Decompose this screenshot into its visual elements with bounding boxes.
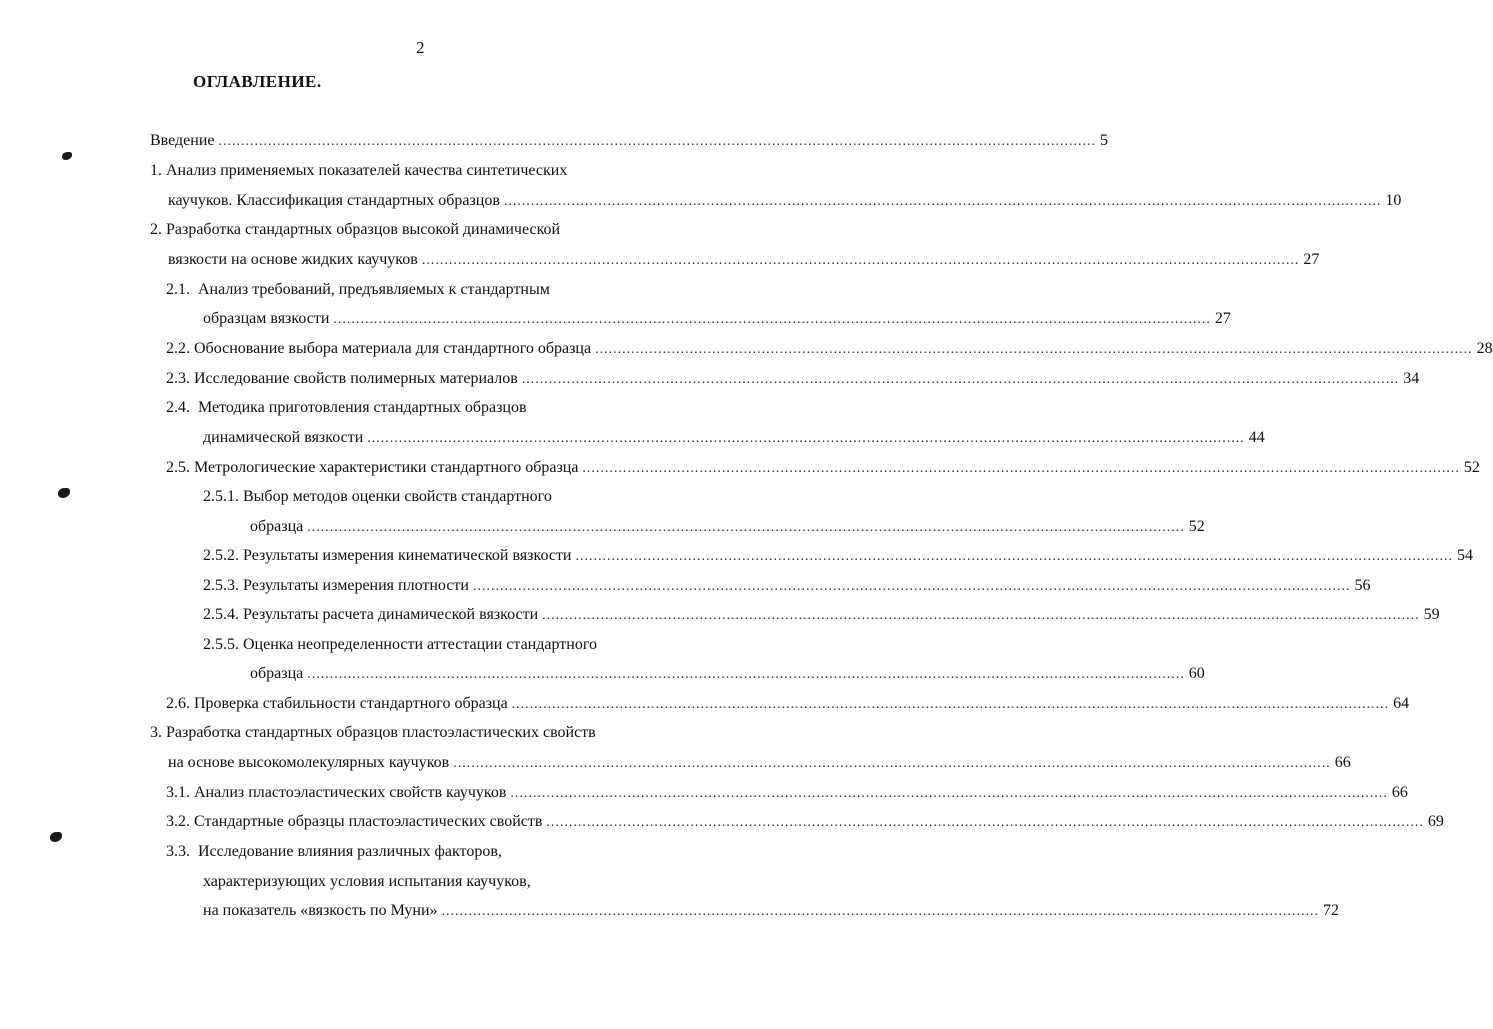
toc-entry-text: Исследование свойств полимерных материалов <box>194 370 518 387</box>
toc-entry <box>166 458 1480 478</box>
toc-entry-text: Результаты расчета динамической вязкости <box>243 606 539 623</box>
toc-entry <box>166 842 502 862</box>
toc-entry-text: Анализ требований, предъявляемых к стандартным <box>198 281 550 298</box>
toc-number: 2.5.4. <box>203 606 239 623</box>
toc-number: 2.2. <box>166 340 190 357</box>
toc-entry-text: Разработка стандартных образцов высокой динамической <box>166 221 561 238</box>
toc-number: 2.5.3. <box>203 577 239 594</box>
toc-entry-continuation <box>203 428 1265 448</box>
toc-number: 1. <box>150 162 162 179</box>
toc-leader: ................................................................................................................................................................................................... <box>441 904 1320 919</box>
toc-entry-text: Метрологические характеристики стандартного образца <box>194 459 579 476</box>
toc-entry-text: Стандартные образцы пластоэластических свойств <box>194 813 543 830</box>
toc-number: 3.2. <box>166 813 190 830</box>
toc-entry-text: образца <box>250 518 304 535</box>
toc-leader: ................................................................................................................................................................................................... <box>453 756 1331 771</box>
page-title: ОГЛАВЛЕНИЕ. <box>193 72 322 91</box>
toc-leader: ................................................................................................................................................................................................... <box>510 786 1388 801</box>
toc-entry-text: Методика приготовления стандартных образцов <box>198 399 527 416</box>
toc-page: 28 <box>1476 340 1493 357</box>
toc-leader: ................................................................................................................................................................................................... <box>575 549 1453 564</box>
toc-entry <box>203 487 552 507</box>
toc-entry-text: Разработка стандартных образцов пластоэластических свойств <box>166 724 596 741</box>
toc-entry-text: Выбор методов оценки свойств стандартного <box>243 488 552 505</box>
toc-number: 3.3. <box>166 843 190 860</box>
toc-entry-text: Исследование влияния различных факторов, <box>198 843 502 860</box>
toc-leader: ................................................................................................................................................................................................... <box>511 697 1390 712</box>
toc-page: 59 <box>1423 606 1440 623</box>
toc-leader: ................................................................................................................................................................................................... <box>546 815 1424 830</box>
toc-page: 64 <box>1393 695 1410 712</box>
toc-leader: ................................................................................................................................................................................................... <box>521 372 1400 387</box>
toc-page: 66 <box>1334 754 1351 771</box>
toc-number: 2. <box>150 221 162 238</box>
toc-entry <box>166 812 1444 832</box>
toc-page: 72 <box>1323 902 1340 919</box>
toc-leader: ................................................................................................................................................................................................... <box>367 431 1245 446</box>
toc-page: 27 <box>1214 310 1231 327</box>
toc-entry <box>166 398 527 418</box>
toc-entry-continuation <box>203 309 1231 329</box>
toc-entry <box>150 220 560 240</box>
toc-entry-text: Оценка неопределенности аттестации стандартного <box>243 636 597 653</box>
toc-number: 2.1. <box>166 281 190 298</box>
toc-entry-text: образца <box>250 665 304 682</box>
toc-number: 2.6. <box>166 695 190 712</box>
toc-entry <box>166 339 1493 359</box>
toc-page: 69 <box>1427 813 1444 830</box>
toc-entry <box>203 635 597 655</box>
toc-number: 2.3. <box>166 370 190 387</box>
toc-leader: ................................................................................................................................................................................................... <box>595 342 1473 357</box>
toc-page: 44 <box>1248 429 1265 446</box>
toc-leader: ................................................................................................................................................................................................... <box>503 194 1382 209</box>
toc-entry-continuation <box>250 517 1205 537</box>
toc-entry-text: Анализ применяемых показателей качества синтетических <box>166 162 568 179</box>
toc-page: 60 <box>1188 665 1205 682</box>
toc-page: 52 <box>1463 459 1480 476</box>
toc-number: 2.5.1. <box>203 488 239 505</box>
toc-number: 3. <box>150 724 162 741</box>
toc-leader: ................................................................................................................................................................................................... <box>582 461 1460 476</box>
toc-entry-text: Анализ пластоэластических свойств каучуков <box>194 784 507 801</box>
toc-entry <box>203 546 1473 566</box>
toc-entry <box>166 280 550 300</box>
toc-page: 34 <box>1403 370 1420 387</box>
toc-leader: ................................................................................................................................................................................................... <box>307 520 1185 535</box>
toc-number: 2.5.5. <box>203 636 239 653</box>
toc-entry <box>203 576 1371 596</box>
toc-entry <box>150 723 596 743</box>
toc-entry-continuation <box>168 250 1320 270</box>
toc-entry-text: Введение <box>150 132 215 149</box>
toc-entry-text: вязкости на основе жидких каучуков <box>168 251 418 268</box>
toc-entry-text: Проверка стабильности стандартного образца <box>194 695 508 712</box>
toc-leader: ................................................................................................................................................................................................... <box>307 667 1185 682</box>
toc-entry-continuation <box>250 664 1205 684</box>
toc-leader: ................................................................................................................................................................................................... <box>218 134 1096 149</box>
toc-entry-text: на показатель «вязкость по Муни» <box>203 902 438 919</box>
toc-leader: ................................................................................................................................................................................................... <box>542 608 1420 623</box>
toc-entry-continuation <box>203 872 531 892</box>
toc-leader: ................................................................................................................................................................................................... <box>333 312 1211 327</box>
toc-entry-text: образцам вязкости <box>203 310 330 327</box>
toc-entry-text: на основе высокомолекулярных каучуков <box>168 754 450 771</box>
toc-page: 5 <box>1100 132 1108 149</box>
toc-leader: ................................................................................................................................................................................................... <box>472 579 1351 594</box>
toc-entry-text: Обоснование выбора материала для стандартного образца <box>194 340 592 357</box>
toc-number: 2.5.2. <box>203 547 239 564</box>
toc-page: 56 <box>1354 577 1371 594</box>
toc-entry <box>166 694 1410 714</box>
toc-page: 27 <box>1303 251 1320 268</box>
page-number: 2 <box>416 38 425 57</box>
toc-leader: ................................................................................................................................................................................................... <box>421 253 1300 268</box>
toc-number: 2.4. <box>166 399 190 416</box>
toc-page: 10 <box>1385 192 1402 209</box>
toc-entry-continuation <box>203 901 1340 921</box>
toc-page: 52 <box>1188 518 1205 535</box>
toc-entry-text: каучуков. Классификация стандартных образцов <box>168 192 500 209</box>
toc-entry-text: характеризующих условия испытания каучуков, <box>203 873 531 890</box>
toc-page: 54 <box>1457 547 1473 564</box>
toc-entry <box>203 605 1440 625</box>
toc-entry <box>166 369 1420 389</box>
toc-page: 66 <box>1391 784 1408 801</box>
toc-entry-continuation <box>168 753 1351 773</box>
toc-entry-text: Результаты измерения кинематической вязкости <box>243 547 572 564</box>
toc-number: 2.5. <box>166 459 190 476</box>
toc-entry <box>150 131 1108 151</box>
toc-entry <box>150 161 567 181</box>
toc-entry <box>166 783 1408 803</box>
toc-entry-text: динамической вязкости <box>203 429 364 446</box>
toc-entry-continuation <box>168 191 1402 211</box>
toc-number: 3.1. <box>166 784 190 801</box>
toc-entry-text: Результаты измерения плотности <box>243 577 469 594</box>
